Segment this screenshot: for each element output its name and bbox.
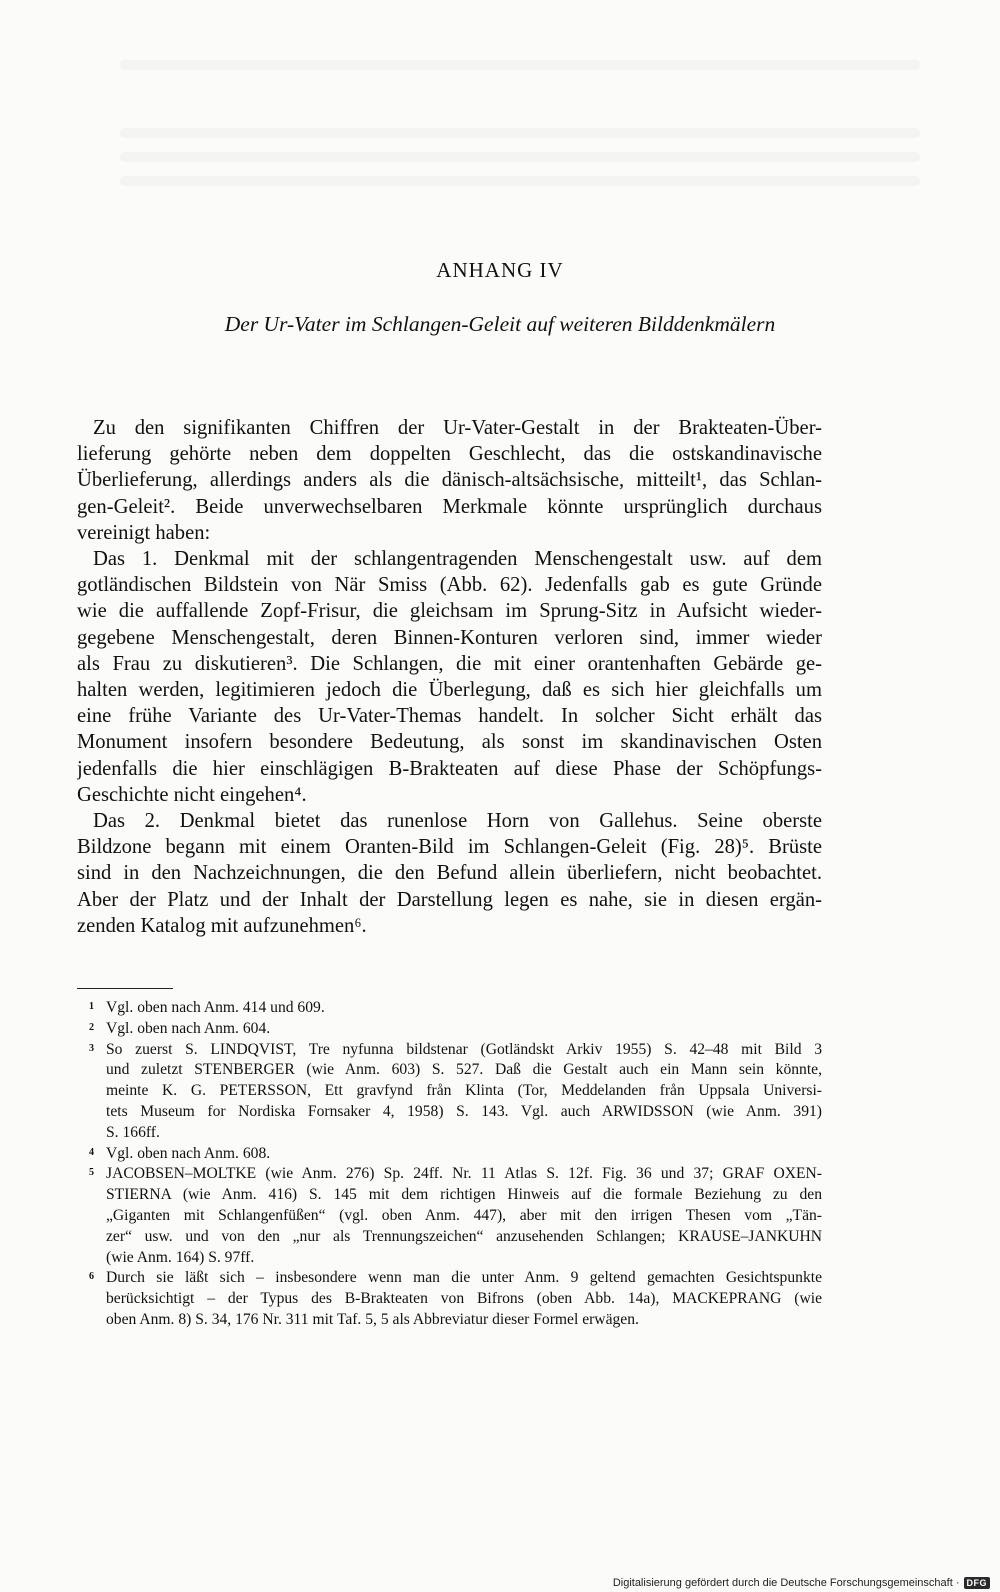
footnote-line: meinte K. G. PETERSSON, Ett gravfynd från Klinta (Tor, Meddelanden från Uppsala Universi-	[106, 1082, 822, 1100]
bleed-through	[120, 128, 920, 138]
footer-text: Digitalisierung gefördert durch die Deutsche Forschungsgemeinschaft ·	[612, 1577, 960, 1589]
body-text	[77, 415, 822, 939]
body-line: vereinigt haben:	[77, 521, 211, 544]
body-line: zenden Katalog mit aufzunehmen⁶.	[77, 914, 367, 937]
footnote	[77, 998, 822, 1019]
footnote-line: So zuerst S. LINDQVIST, Tre nyfunna bildstenar (Gotländskt Arkiv 1955) S. 42–48 mit Bild 3	[106, 1040, 822, 1058]
body-line: gen-Geleit². Beide unverwechselbaren Merkmale könnte ursprünglich durchaus	[77, 495, 822, 518]
footnote-line: JACOBSEN–MOLTKE (wie Anm. 276) Sp. 24ff. Nr. 11 Atlas S. 12f. Fig. 36 und 37; GRAF OXEN-	[106, 1165, 822, 1183]
footnote	[77, 1040, 822, 1144]
bleed-through	[120, 176, 920, 186]
body-line: gotländischen Bildstein von När Smiss (Abb. 62). Jedenfalls gab es gute Gründe	[77, 574, 822, 597]
body-line: sind in den Nachzeichnungen, die den Befund allein überliefern, nicht beobachtet.	[77, 862, 822, 885]
body-line: jedenfalls die hier einschlägigen B-Brakteaten auf diese Phase der Schöpfungs-	[77, 757, 822, 780]
footnote-number: 4	[89, 1146, 94, 1158]
footnote	[77, 1164, 822, 1268]
footnote-line: Durch sie läßt sich – insbesondere wenn man die unter Anm. 9 geltend gemachten Gesichtspunkte	[106, 1269, 822, 1287]
footnote-separator	[77, 988, 173, 989]
body-line: lieferung gehörte neben dem doppelten Geschlecht, das die ostskandinavische	[77, 443, 822, 466]
footnote-line: berücksichtigt – der Typus des B-Brakteaten von Bifrons (oben Abb. 14a), MACKEPRANG (wie	[106, 1290, 822, 1308]
footnotes	[77, 998, 822, 1331]
body-line: als Frau zu diskutieren³. Die Schlangen, die mit einer orantenhaften Gebärde ge-	[77, 652, 822, 675]
footnote-line: „Giganten mit Schlangenfüßen“ (vgl. oben Anm. 447), aber mit den irrigen Thesen vom „Tän-	[106, 1206, 822, 1224]
body-line: Geschichte nicht eingehen⁴.	[77, 783, 307, 806]
body-line: gegebene Menschengestalt, deren Binnen-Konturen verloren sind, immer wieder	[77, 626, 822, 649]
footnote	[77, 1019, 822, 1040]
footnote	[77, 1144, 822, 1165]
footnote-line: zer“ usw. und von den „nur als Trennungszeichen“ anzusehenden Schlangen; KRAUSE–JANKUHN	[106, 1227, 822, 1245]
body-line: wie die auffallende Zopf-Frisur, die gleichsam im Sprung-Sitz in Aufsicht wieder-	[77, 600, 822, 623]
body-line: Aber der Platz und der Inhalt der Darstellung legen es nahe, sie in diesen ergän-	[77, 888, 822, 911]
body-line: Das 1. Denkmal mit der schlangentragenden Menschengestalt usw. auf dem	[93, 548, 822, 571]
body-line: Überlieferung, allerdings anders als die dänisch-altsächsische, mitteilt¹, das Schlan-	[77, 469, 822, 492]
footnote-line: (wie Anm. 164) S. 97ff.	[106, 1248, 255, 1266]
body-line: Das 2. Denkmal bietet das runenlose Horn von Gallehus. Seine oberste	[93, 810, 822, 833]
footnote-number: 2	[89, 1021, 94, 1033]
footer	[613, 1577, 990, 1589]
footnote-line: und zuletzt STENBERGER (wie Anm. 603) S. 527. Daß die Gestalt auch ein Mann sein könnte,	[106, 1061, 822, 1079]
bleed-through	[120, 60, 920, 70]
body-line: eine frühe Variante des Ur-Vater-Themas handelt. In solcher Sicht erhält das	[77, 705, 822, 728]
footnote-line: Vgl. oben nach Anm. 604.	[106, 1019, 271, 1037]
footnote	[77, 1268, 822, 1330]
footnote-number: 6	[89, 1271, 94, 1283]
dfg-logo: DFG	[964, 1577, 991, 1589]
footnote-line: Vgl. oben nach Anm. 414 und 609.	[106, 999, 325, 1016]
footnote-line: STIERNA (wie Anm. 416) S. 145 mit dem richtigen Hinweis auf die formale Beziehung zu den	[106, 1186, 822, 1204]
body-line: Monument insofern besondere Bedeutung, als sonst im skandinavischen Osten	[77, 731, 822, 754]
footnote-line: oben Anm. 8) S. 34, 176 Nr. 311 mit Taf. 5, 5 als Abbreviatur dieser Formel erwägen.	[106, 1310, 639, 1328]
footnote-line: S. 166ff.	[106, 1123, 160, 1141]
body-line: Bildzone begann mit einem Oranten-Bild im Schlangen-Geleit (Fig. 28)⁵. Brüste	[77, 836, 822, 859]
footnote-line: Vgl. oben nach Anm. 608.	[106, 1144, 271, 1162]
footnote-line: tets Museum for Nordiska Fornsaker 4, 1958) S. 143. Vgl. auch ARWIDSSON (wie Anm. 391)	[106, 1102, 822, 1120]
bleed-through	[120, 152, 920, 162]
footnote-number: 1	[89, 1001, 94, 1012]
appendix-heading: ANHANG IV	[436, 258, 564, 282]
body-line: halten werden, legitimieren jedoch die Überlegung, daß es sich hier gleichfalls um	[77, 679, 822, 702]
footnote-number: 3	[89, 1042, 94, 1054]
body-line: Zu den signifikanten Chiffren der Ur-Vater-Gestalt in der Brakteaten-Über-	[93, 417, 822, 439]
appendix-subtitle: Der Ur-Vater im Schlangen-Geleit auf weiteren Bilddenkmälern	[224, 312, 776, 336]
footnote-number: 5	[89, 1167, 94, 1179]
